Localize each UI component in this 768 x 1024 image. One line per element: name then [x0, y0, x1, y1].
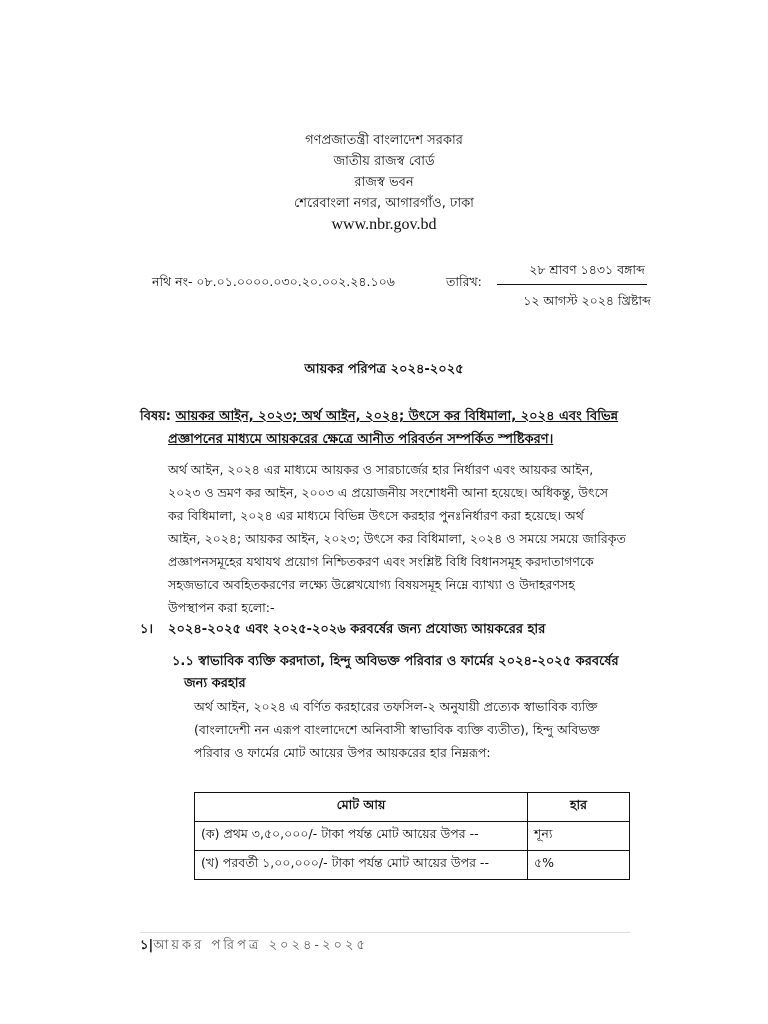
subject-line-1: আয়কর আইন, ২০২৩; অর্থ আইন, ২০২৪; উৎসে কর বিধিমালা, ২০২৪ এবং বিভিন্ন — [175, 409, 619, 424]
date-gregorian: ১২ আগস্ট ২০২৪ খ্রিষ্টাব্দ — [523, 293, 651, 308]
row-description: (খ) পরবর্তী ১,০০,০০০/- টাকা পর্যন্ত মোট আয়ের উপর -- — [195, 851, 528, 880]
body-line: (বাংলাদেশী নন এরূপ বাংলাদেশে অনিবাসী স্বাভাবিক ব্যক্তি ব্যতীত), হিন্দু অবিভক্ত — [194, 722, 600, 737]
rate-table — [194, 792, 630, 880]
intro-paragraph — [168, 458, 630, 619]
date-divider — [497, 284, 647, 285]
footer-separator: | — [148, 938, 154, 953]
body-line: পরিবার ও ফার্মের মোট আয়ের উপর আয়করের হার নিম্নরূপ: — [194, 745, 491, 760]
header-building: রাজস্ব ভবন — [354, 175, 414, 190]
circular-title: আয়কর পরিপত্র ২০২৪-২০২৫ — [304, 362, 464, 377]
footer-divider — [140, 932, 630, 933]
section-1-1-heading — [172, 651, 642, 695]
header-address: শেরেবাংলা নগর, আগারগাঁও, ঢাকা — [294, 196, 474, 211]
date-label: তারিখ: — [446, 274, 482, 289]
page-footer — [140, 936, 368, 957]
intro-line: প্রজ্ঞাপনসমূহের যথাযথ প্রয়োগ নিশ্চিতকরণ এবং সংশ্লিষ্ট বিধি বিধানসমূহ করদাতাগণকে — [168, 554, 594, 569]
section-1-1-line-1: ১.১ স্বাভাবিক ব্যক্তি করদাতা, হিন্দু অবিভক্ত পরিবার ও ফার্মের ২০২৪-২০২৫ করবর্ষের — [172, 654, 619, 669]
table-row — [195, 851, 630, 880]
table-row — [195, 822, 630, 851]
table-header-row — [195, 793, 630, 822]
subject-label: বিষয়: — [140, 409, 171, 424]
body-line: অর্থ আইন, ২০২৪ এ বর্ণিত করহারের তফসিল-২ অনুযায়ী প্রত্যেক স্বাভাবিক ব্যক্তি — [194, 699, 598, 714]
intro-line: অর্থ আইন, ২০২৪ এর মাধ্যমে আয়কর ও সারচার্জের হার নির্ধারণ এবং আয়কর আইন, — [168, 462, 594, 477]
header-govt: গণপ্রজাতন্ত্রী বাংলাদেশ সরকার — [305, 133, 463, 148]
intro-line: উপস্থাপন করা হলো:- — [168, 600, 275, 615]
intro-line: ২০২৩ ও ভ্রমণ কর আইন, ২০০৩ এ প্রয়োজনীয় সংশোধনী আনা হয়েছে। অধিকন্তু, উৎসে — [168, 485, 609, 500]
subject-block — [140, 405, 640, 451]
intro-line: সহজভাবে অবহিতকরণের লক্ষ্যে উল্লেখযোগ্য বিষয়সমূহ নিম্নে ব্যাখ্যা ও উদাহরণসহ — [168, 577, 575, 592]
page-number: ১ — [140, 938, 149, 953]
subject-line-2: প্রজ্ঞাপনের মাধ্যমে আয়করের ক্ষেত্রে আনীত পরিবর্তন সম্পর্কিত স্পষ্টিকরণ। — [168, 432, 554, 447]
header-total-income: মোট আয় — [195, 793, 528, 822]
row-description: (ক) প্রথম ৩,৫০,০০০/- টাকা পর্যন্ত মোট আয়ের উপর -- — [195, 822, 528, 851]
intro-line: কর বিধিমালা, ২০২৪ এর মাধ্যমে বিভিন্ন উৎসে করহার পুনঃনির্ধারণ করা হয়েছে। অর্থ — [168, 508, 584, 523]
date-bangla: ২৮ শ্রাবণ ১৪৩১ বঙ্গাব্দ — [529, 262, 645, 277]
section-1-number: ১। — [140, 622, 154, 637]
row-rate: শূন্য — [528, 822, 630, 851]
intro-line: আইন, ২০২৪; আয়কর আইন, ২০২৩; উৎসে কর বিধিমালা, ২০২৪ ও সময়ে সময়ে জারিকৃত — [168, 531, 626, 546]
file-number: নথি নং- ০৮.০১.০০০০.০৩০.২০.০০২.২৪.১০৬ — [152, 274, 395, 289]
section-1-1-line-2: জন্য করহার — [184, 676, 246, 691]
header-board: জাতীয় রাজস্ব বোর্ড — [333, 154, 435, 169]
section-1-1-body — [194, 695, 630, 764]
section-1-heading: ২০২৪-২০২৫ এবং ২০২৫-২০২৬ করবর্ষের জন্য প্রযোজ্য আয়করের হার — [168, 622, 546, 637]
footer-title: আয়কর পরিপত্র ২০২৪-২০২৫ — [153, 938, 368, 953]
row-rate: ৫% — [528, 851, 630, 880]
header-rate: হার — [528, 793, 630, 822]
header-website: www.nbr.gov.bd — [331, 216, 437, 233]
